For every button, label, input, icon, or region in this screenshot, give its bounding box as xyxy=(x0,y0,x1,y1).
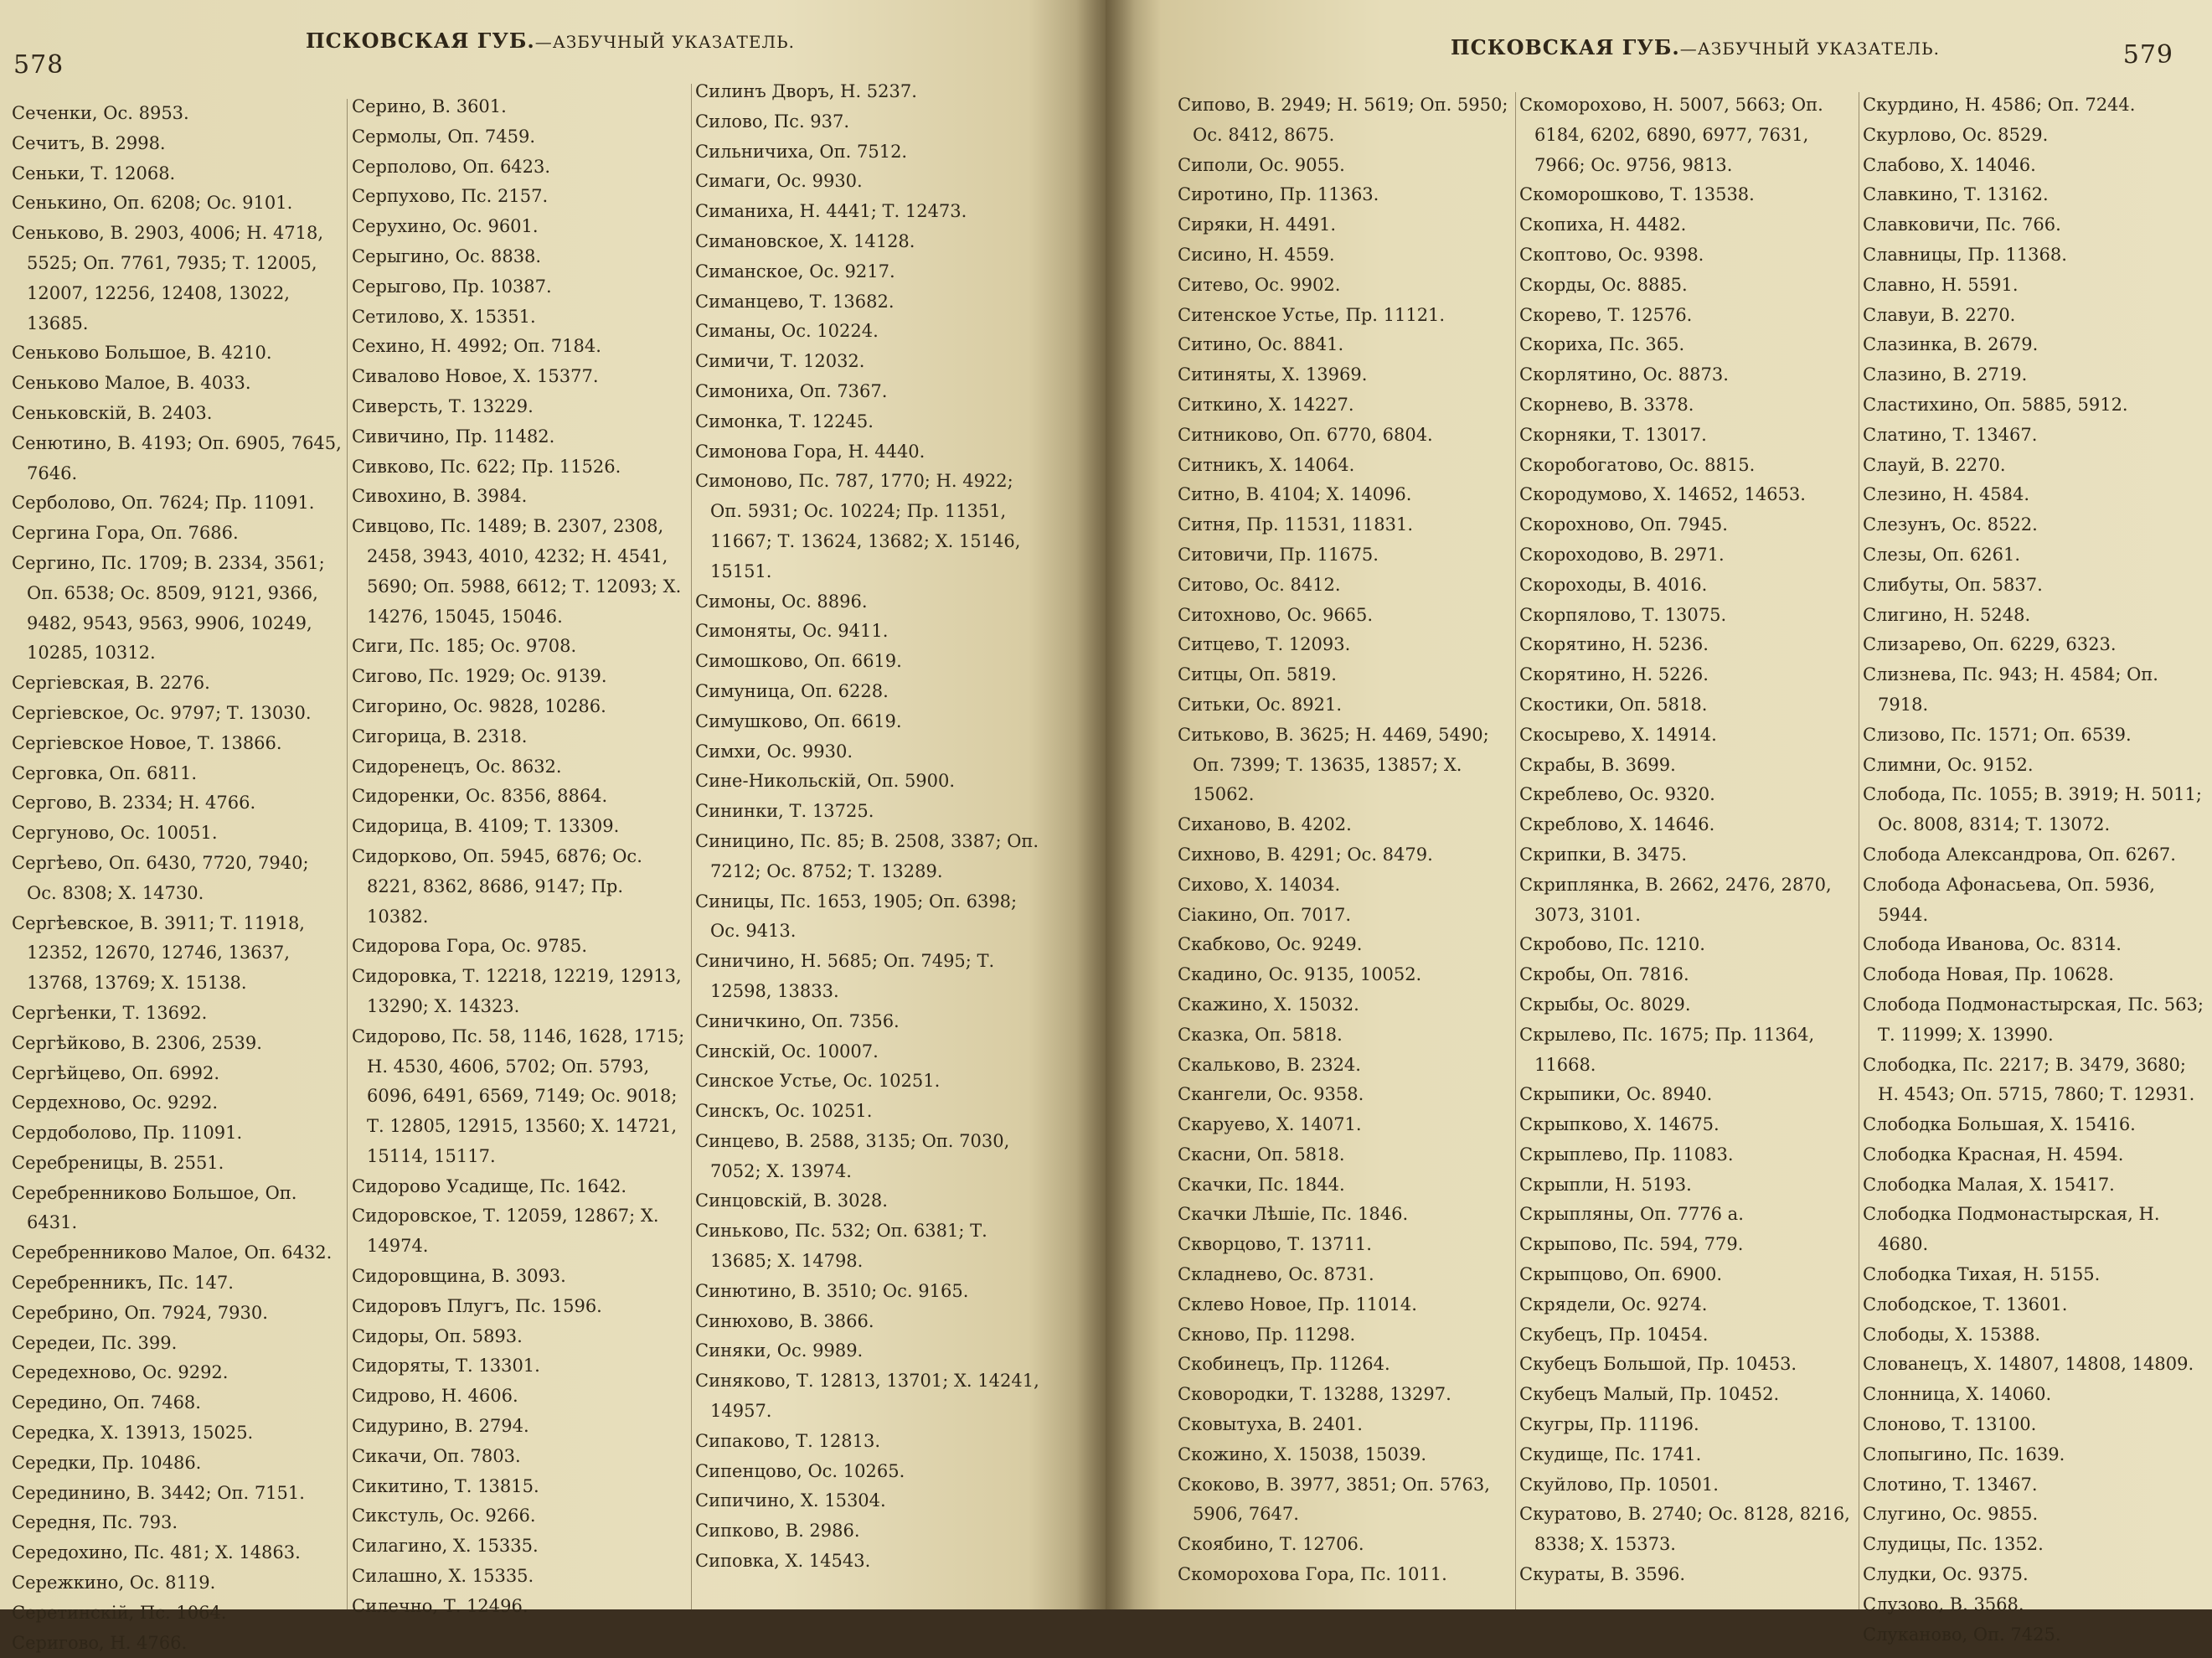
index-entry: Симаны, Ос. 10224. xyxy=(695,321,879,342)
index-entry: Симонова Гора, Н. 4440. xyxy=(695,441,926,462)
index-entry: Слободка Красная, Н. 4594. xyxy=(1863,1144,2124,1165)
index-entry: Скрыпли, Н. 5193. xyxy=(1519,1174,1692,1195)
index-entry: Ситенское Устье, Пр. 11121. xyxy=(1178,304,1446,325)
index-entry: Ситня, Пр. 11531, 11831. xyxy=(1178,514,1414,535)
index-entry: Сергино, Пс. 1709; В. 2334, 3561; Оп. 6538; Ос. 8509, 9121, 9366, 9482, 9543, 9563, 9906, 10249, 10285, 10312. xyxy=(12,552,325,664)
index-entry: Сидурино, В. 2794. xyxy=(352,1416,529,1437)
index-entry: Симанцево, Т. 13682. xyxy=(695,291,895,312)
index-entry: Слободка Подмонастырская, Н. 4680. xyxy=(1863,1204,2160,1255)
index-entry: Сеньково Большое, В. 4210. xyxy=(12,343,272,364)
index-entry: Сидоренецъ, Ос. 8632. xyxy=(352,756,562,777)
index-entry: Силинъ Дворъ, Н. 5237. xyxy=(695,81,917,101)
header-title-sub: —АЗБУЧНЫЙ УКАЗАТЕЛЬ. xyxy=(534,32,795,52)
index-entry: Слимни, Ос. 9152. xyxy=(1863,754,2034,775)
index-entry: Серетинскій, Пс. 1064. xyxy=(12,1602,227,1623)
index-entry: Слузово, В. 3568. xyxy=(1863,1593,2024,1614)
index-entry: Симуница, Оп. 6228. xyxy=(695,680,889,701)
index-entry: Симонка, Т. 12245. xyxy=(695,411,874,431)
index-entry: Слазино, В. 2719. xyxy=(1863,364,2028,385)
running-head xyxy=(1106,32,2212,69)
index-entry: Ситиняты, Х. 13969. xyxy=(1178,364,1368,385)
index-entry: Славно, Н. 5591. xyxy=(1863,274,2019,295)
index-entry: Сипичино, Х. 15304. xyxy=(695,1490,886,1511)
index-entry: Силечно, Т. 12496. xyxy=(352,1595,529,1616)
page-number: 578 xyxy=(13,50,64,80)
index-entry: Скожино, Х. 15038, 15039. xyxy=(1178,1444,1427,1464)
index-entry: Слонница, Х. 14060. xyxy=(1863,1384,2052,1405)
index-entry: Сиханово, В. 4202. xyxy=(1178,814,1352,835)
index-entry: Сеньки, Т. 12068. xyxy=(12,163,176,183)
index-entry: Скасни, Оп. 5818. xyxy=(1178,1144,1345,1165)
index-entry: Симоны, Ос. 8896. xyxy=(695,591,868,612)
index-entry: Скоробогатово, Ос. 8815. xyxy=(1519,454,1756,475)
index-entry: Сидоровщина, В. 3093. xyxy=(352,1266,566,1287)
index-entry: Синцево, В. 2588, 3135; Оп. 7030, 7052; Х. 13974. xyxy=(695,1130,1010,1181)
index-entry: Слобода Александрова, Оп. 6267. xyxy=(1863,844,2176,865)
index-entry: Сермолы, Оп. 7459. xyxy=(352,126,536,147)
index-entry: Слованецъ, Х. 14807, 14808, 14809. xyxy=(1863,1354,2194,1375)
index-entry: Сидоряты, Т. 13301. xyxy=(352,1356,540,1377)
index-entry: Скробы, Оп. 7816. xyxy=(1519,964,1689,985)
index-entry: Ситниково, Оп. 6770, 6804. xyxy=(1178,424,1433,445)
index-entry: Серыгино, Ос. 8838. xyxy=(352,245,542,266)
index-entry: Сиряки, Н. 4491. xyxy=(1178,214,1337,235)
index-entry: Слизово, Пс. 1571; Оп. 6539. xyxy=(1863,724,2132,745)
index-entry: Середохино, Пс. 481; Х. 14863. xyxy=(12,1542,301,1563)
index-entry: Славковичи, Пс. 766. xyxy=(1863,214,2061,235)
index-entry: Скорды, Ос. 8885. xyxy=(1519,274,1688,295)
index-entry: Сергѣйково, В. 2306, 2539. xyxy=(12,1032,262,1053)
index-entry: Серполово, Оп. 6423. xyxy=(352,156,551,177)
index-entry: Слотино, Т. 13467. xyxy=(1863,1474,2038,1495)
index-entry: Скубецъ Малый, Пр. 10452. xyxy=(1519,1384,1780,1405)
index-entry: Склево Новое, Пр. 11014. xyxy=(1178,1294,1417,1315)
index-entry: Серболово, Оп. 7624; Пр. 11091. xyxy=(12,493,315,514)
index-entry: Скостики, Оп. 5818. xyxy=(1519,694,1708,715)
index-entry: Скорпялово, Т. 13075. xyxy=(1519,604,1727,625)
index-entry: Славуи, В. 2270. xyxy=(1863,304,2016,325)
index-entry: Слабово, Х. 14046. xyxy=(1863,154,2036,175)
index-entry: Сихово, Х. 14034. xyxy=(1178,874,1341,895)
index-entry: Середино, Оп. 7468. xyxy=(12,1392,201,1413)
index-entry: Сильничиха, Оп. 7512. xyxy=(695,141,908,162)
index-entry: Серединино, В. 3442; Оп. 7151. xyxy=(12,1482,305,1503)
index-entry: Скуратово, В. 2740; Ос. 8128, 8216, 8338; Х. 15373. xyxy=(1519,1504,1850,1555)
index-entry: Середехново, Ос. 9292. xyxy=(12,1362,229,1383)
index-entry: Сиваловo Новое, Х. 15377. xyxy=(352,366,599,387)
index-entry: Сечитъ, В. 2998. xyxy=(12,132,166,153)
index-entry: Сиверсть, Т. 13229. xyxy=(352,395,534,416)
index-entry: Симушково, Оп. 6619. xyxy=(695,710,902,731)
index-entry: Сининки, Т. 13725. xyxy=(695,801,874,822)
index-entry: Сеньково Малое, В. 4033. xyxy=(12,373,251,394)
index-entry: Скосырево, Х. 14914. xyxy=(1519,724,1717,745)
index-entry: Сидорково, Оп. 5945, 6876; Ос. 8221, 8362, 8686, 9147; Пр. 10382. xyxy=(352,845,642,927)
index-entry: Синютино, В. 3510; Ос. 9165. xyxy=(695,1280,969,1301)
index-entry: Середки, Пр. 10486. xyxy=(12,1452,202,1473)
index-entry: Ситовичи, Пр. 11675. xyxy=(1178,544,1379,565)
index-entry: Середка, Х. 13913, 15025. xyxy=(12,1423,254,1444)
index-entry: Скрабы, В. 3699. xyxy=(1519,754,1676,775)
index-entry: Ситино, Ос. 8841. xyxy=(1178,334,1344,355)
index-entry: Слопыгино, Пс. 1639. xyxy=(1863,1444,2065,1464)
index-entry: Сенютино, В. 4193; Оп. 6905, 7645, 7646. xyxy=(12,432,342,483)
index-entry: Скальково, В. 2324. xyxy=(1178,1054,1361,1075)
index-entry: Ситово, Ос. 8412. xyxy=(1178,574,1341,595)
index-entry: Сипаково, Т. 12813. xyxy=(695,1430,881,1451)
index-entry: Скоптово, Ос. 9398. xyxy=(1519,244,1704,265)
index-entry: Сеньково, В. 2903, 4006; Н. 4718, 5525; Оп. 7761, 7935; Т. 12005, 12007, 12256, 12408, 13022, 13685. xyxy=(12,223,324,333)
index-entry: Сихново, В. 4291; Ос. 8479. xyxy=(1178,844,1433,865)
index-entry: Сипково, В. 2986. xyxy=(695,1521,860,1542)
header-title-main: ПСКОВСКАЯ ГУБ. xyxy=(306,28,535,53)
index-entry: Сидоры, Оп. 5893. xyxy=(352,1325,523,1346)
index-entry: Сивичино, Пр. 11482. xyxy=(352,426,555,447)
index-entry: Сказка, Оп. 5818. xyxy=(1178,1024,1343,1045)
index-entry: Сикстуль, Ос. 9266. xyxy=(352,1506,536,1526)
index-entry: Скадино, Ос. 9135, 10052. xyxy=(1178,964,1422,985)
index-entry: Скубецъ, Пр. 10454. xyxy=(1519,1324,1709,1345)
index-entry: Скрыпики, Ос. 8940. xyxy=(1519,1084,1713,1105)
index-entry: Слудицы, Пс. 1352. xyxy=(1863,1534,2044,1555)
index-entry: Сигорица, В. 2318. xyxy=(352,726,528,746)
index-entry: Сластихино, Оп. 5885, 5912. xyxy=(1863,394,2128,415)
index-column xyxy=(1178,90,1511,1609)
index-entry: Скорятино, Н. 5226. xyxy=(1519,664,1709,685)
index-entry: Сидоровка, Т. 12218, 12219, 12913, 13290; Х. 14323. xyxy=(352,966,682,1016)
header-title-sub: —АЗБУЧНЫЙ УКАЗАТЕЛЬ. xyxy=(1679,39,1940,59)
index-entry: Сетилово, Х. 15351. xyxy=(352,306,536,327)
index-entry: Синьково, Пс. 532; Оп. 6381; Т. 13685; Х. 14798. xyxy=(695,1221,987,1272)
index-entry: Скубецъ Большой, Пр. 10453. xyxy=(1519,1354,1797,1375)
index-entry: Славкино, Т. 13162. xyxy=(1863,184,2049,205)
index-entry: Сисино, Н. 4559. xyxy=(1178,244,1335,265)
index-entry: Скурлово, Ос. 8529. xyxy=(1863,124,2049,145)
index-entry: Скриплянка, В. 2662, 2476, 2870, 3073, 3101. xyxy=(1519,874,1832,925)
index-entry: Складнево, Ос. 8731. xyxy=(1178,1264,1374,1285)
column-rule xyxy=(347,99,348,1609)
index-entry: Сердехново, Ос. 9292. xyxy=(12,1092,219,1113)
index-entry: Сидоровъ Плугъ, Пс. 1596. xyxy=(352,1295,602,1316)
index-entry: Скугры, Пр. 11196. xyxy=(1519,1414,1699,1435)
index-entry: Ситникъ, Х. 14064. xyxy=(1178,454,1355,475)
index-entry: Синскій, Ос. 10007. xyxy=(695,1041,879,1061)
index-entry: Симоново, Пс. 787, 1770; Н. 4922; Оп. 5931; Ос. 10224; Пр. 11351, 11667; Т. 13624, 13682; Х. 15146, 15151. xyxy=(695,471,1021,581)
index-entry: Силагино, Х. 15335. xyxy=(352,1536,539,1557)
index-entry: Скангели, Ос. 9358. xyxy=(1178,1084,1364,1105)
column-rule xyxy=(1515,92,1516,1609)
index-entry: Силашно, Х. 15335. xyxy=(352,1566,534,1587)
index-entry: Серговка, Оп. 6811. xyxy=(12,762,198,783)
index-entry: Сергіевское, Ос. 9797; Т. 13030. xyxy=(12,702,312,723)
right-page xyxy=(1106,0,2212,1645)
index-entry: Скново, Пр. 11298. xyxy=(1178,1324,1356,1345)
index-entry: Симанское, Ос. 9217. xyxy=(695,261,895,281)
index-entry: Скорятино, Н. 5236. xyxy=(1519,634,1709,655)
index-entry: Слизарево, Оп. 6229, 6323. xyxy=(1863,634,2117,655)
index-entry: Скрядели, Ос. 9274. xyxy=(1519,1294,1708,1315)
index-entry: Слободка Тихая, Н. 5155. xyxy=(1863,1264,2101,1285)
index-entry: Слезунъ, Ос. 8522. xyxy=(1863,514,2038,535)
index-entry: Скреблево, Ос. 9320. xyxy=(1519,784,1715,805)
index-entry: Скрыплево, Пр. 11083. xyxy=(1519,1144,1734,1165)
index-entry: Скабково, Ос. 9249. xyxy=(1178,934,1363,955)
index-entry: Слобода Иванова, Ос. 8314. xyxy=(1863,934,2122,955)
index-entry: Сидрово, Н. 4606. xyxy=(352,1386,518,1407)
index-entry: Сергина Гора, Оп. 7686. xyxy=(12,523,239,544)
index-entry: Середеи, Пс. 399. xyxy=(12,1332,178,1353)
index-entry: Сковородки, Т. 13288, 13297. xyxy=(1178,1384,1451,1405)
index-entry: Слибуты, Оп. 5837. xyxy=(1863,574,2043,595)
index-entry: Скрипки, В. 3475. xyxy=(1519,844,1688,865)
index-entry: Сигорино, Ос. 9828, 10286. xyxy=(352,695,606,716)
index-entry: Слободы, Х. 15388. xyxy=(1863,1324,2041,1345)
index-entry: Сиги, Пс. 185; Ос. 9708. xyxy=(352,636,577,657)
index-entry: Сіакино, Оп. 7017. xyxy=(1178,904,1352,925)
index-entry: Ситцы, Оп. 5819. xyxy=(1178,664,1337,685)
index-entry: Сережкино, Ос. 8119. xyxy=(12,1573,216,1593)
index-entry: Синцовскій, В. 3028. xyxy=(695,1191,888,1211)
index-entry: Слезино, Н. 4584. xyxy=(1863,484,2030,505)
index-entry: Слобода Подмонастырская, Пс. 563; Т. 11999; Х. 13990. xyxy=(1863,994,2204,1045)
index-entry: Сергуново, Ос. 10051. xyxy=(12,823,218,844)
index-entry: Скорняки, Т. 13017. xyxy=(1519,424,1707,445)
index-entry: Скрыбы, Ос. 8029. xyxy=(1519,994,1691,1015)
index-entry: Сергѣенки, Т. 13692. xyxy=(12,1002,208,1023)
index-entry: Скажино, Х. 15032. xyxy=(1178,994,1359,1015)
index-entry: Синичкино, Оп. 7356. xyxy=(695,1010,900,1031)
index-entry: Сидоровское, Т. 12059, 12867; Х. 14974. xyxy=(352,1206,659,1257)
index-entry: Сидорово, Пс. 58, 1146, 1628, 1715; Н. 4530, 4606, 5702; Оп. 5793, 6096, 6491, 6569, 7149; Ос. 9018; Т. 12805, 12915, 13560; Х. 14721, 15114, 15117. xyxy=(352,1025,685,1166)
index-entry: Слоново, Т. 13100. xyxy=(1863,1414,2037,1435)
index-entry: Ситкино, Х. 14227. xyxy=(1178,394,1354,415)
index-entry: Сидорово Усадище, Пс. 1642. xyxy=(352,1175,627,1196)
index-entry: Сивцово, Пс. 1489; В. 2307, 2308, 2458, 3943, 4010, 4232; Н. 4541, 5690; Оп. 5988, 6612; Т. 12093; Х. 14276, 15045, 15046. xyxy=(352,516,682,627)
index-entry: Скориха, Пс. 365. xyxy=(1519,334,1685,355)
index-entry: Серебренниково Малое, Оп. 6432. xyxy=(12,1242,333,1263)
index-entry: Скрыпово, Пс. 594, 779. xyxy=(1519,1234,1744,1255)
index-entry: Сипово, В. 2949; Н. 5619; Оп. 5950; Ос. 8412, 8675. xyxy=(1178,95,1508,145)
index-column xyxy=(1863,90,2206,1645)
index-entry: Сергѣево, Оп. 6430, 7720, 7940; Ос. 8308; Х. 14730. xyxy=(12,852,309,903)
index-entry: Скорнево, В. 3378. xyxy=(1519,394,1694,415)
index-entry: Слободское, Т. 13601. xyxy=(1863,1294,2068,1315)
index-entry: Синское Устье, Ос. 10251. xyxy=(695,1071,941,1092)
index-entry: Скорлятино, Ос. 8873. xyxy=(1519,364,1729,385)
index-entry: Скураты, В. 3596. xyxy=(1519,1564,1686,1585)
index-column xyxy=(12,99,343,1653)
header-title xyxy=(1451,35,1940,59)
index-entry: Слобода Новая, Пр. 10628. xyxy=(1863,964,2114,985)
index-entry: Серебреницы, В. 2551. xyxy=(12,1152,224,1173)
index-entry: Сидоренки, Ос. 8356, 8864. xyxy=(352,786,608,807)
index-entry: Скорохново, Оп. 7945. xyxy=(1519,514,1728,535)
index-entry: Серебренниково Большое, Оп. 6431. xyxy=(12,1182,297,1233)
page-number: 579 xyxy=(2122,40,2173,70)
index-entry: Скудище, Пс. 1741. xyxy=(1519,1444,1702,1464)
index-entry: Синицы, Пс. 1653, 1905; Оп. 6398; Ос. 9413. xyxy=(695,891,1018,942)
index-column xyxy=(352,92,687,1616)
index-entry: Сергіевское Новое, Т. 13866. xyxy=(12,732,282,753)
index-entry: Сехино, Н. 4992; Оп. 7184. xyxy=(352,336,601,357)
index-entry: Скороходово, В. 2971. xyxy=(1519,544,1725,565)
index-entry: Скопиха, Н. 4482. xyxy=(1519,214,1687,235)
index-entry: Скрыпково, Х. 14675. xyxy=(1519,1114,1720,1135)
index-entry: Слобода Афонасьева, Оп. 5936, 5944. xyxy=(1863,874,2155,925)
index-entry: Слигино, Н. 5248. xyxy=(1863,604,2031,625)
index-entry: Серыгово, Пр. 10387. xyxy=(352,276,552,297)
index-entry: Скородумово, Х. 14652, 14653. xyxy=(1519,484,1806,505)
index-entry: Слободка Малая, Х. 15417. xyxy=(1863,1174,2115,1195)
index-entry: Симониха, Оп. 7367. xyxy=(695,380,888,401)
index-entry: Скорево, Т. 12576. xyxy=(1519,304,1693,325)
index-entry: Скурдино, Н. 4586; Оп. 7244. xyxy=(1863,95,2136,115)
index-entry: Симановское, Х. 14128. xyxy=(695,230,915,251)
index-entry: Сенькино, Оп. 6208; Ос. 9101. xyxy=(12,193,293,214)
index-entry: Сердоболово, Пр. 11091. xyxy=(12,1123,243,1144)
index-entry: Слатино, Т. 13467. xyxy=(1863,424,2038,445)
index-entry: Сергѣевское, В. 3911; Т. 11918, 12352, 12670, 12746, 13637, 13768, 13769; Х. 15138. xyxy=(12,912,305,994)
index-entry: Серебрино, Оп. 7924, 7930. xyxy=(12,1302,268,1323)
index-column xyxy=(695,77,1047,1609)
index-entry: Сидорова Гора, Ос. 9785. xyxy=(352,936,588,957)
index-entry: Скаруево, Х. 14071. xyxy=(1178,1114,1362,1135)
index-entry: Скоково, В. 3977, 3851; Оп. 5763, 5906, 7647. xyxy=(1178,1474,1490,1525)
index-entry: Ситцево, Т. 12093. xyxy=(1178,634,1351,655)
index-entry: Слудки, Ос. 9375. xyxy=(1863,1564,2029,1585)
index-entry: Скворцово, Т. 13711. xyxy=(1178,1234,1372,1255)
index-entry: Сиповка, Х. 14543. xyxy=(695,1551,871,1572)
index-entry: Синюхово, В. 3866. xyxy=(695,1310,874,1331)
index-entry: Сидорица, В. 4109; Т. 13309. xyxy=(352,816,620,837)
index-entry: Синяки, Ос. 9989. xyxy=(695,1340,864,1361)
index-entry: Середня, Пс. 793. xyxy=(12,1512,178,1533)
index-entry: Славницы, Пр. 11368. xyxy=(1863,244,2067,265)
index-column xyxy=(1519,90,1854,1609)
index-entry: Серпухово, Пс. 2157. xyxy=(352,186,549,207)
index-entry: Скороходы, В. 4016. xyxy=(1519,574,1708,595)
index-entry: Сиполи, Ос. 9055. xyxy=(1178,154,1345,175)
index-entry: Сивково, Пс. 622; Пр. 11526. xyxy=(352,456,621,477)
index-entry: Слуканово, Оп. 7425. xyxy=(1863,1624,2061,1645)
index-entry: Сковытуха, В. 2401. xyxy=(1178,1414,1363,1435)
index-entry: Слобода, Пс. 1055; В. 3919; Н. 5011; Ос. 8008, 8314; Т. 13072. xyxy=(1863,784,2202,835)
index-entry: Сергіевская, В. 2276. xyxy=(12,673,210,694)
index-entry: Симаниха, Н. 4441; Т. 12473. xyxy=(695,201,967,222)
index-entry: Ситево, Ос. 9902. xyxy=(1178,274,1341,295)
index-entry: Синяково, Т. 12813, 13701; Х. 14241, 14957. xyxy=(695,1371,1039,1422)
column-rule xyxy=(691,84,692,1609)
index-entry: Синичино, Н. 5685; Оп. 7495; Т. 12598, 13833. xyxy=(695,951,995,1001)
index-entry: Ситьки, Ос. 8921. xyxy=(1178,694,1343,715)
index-entry: Сине-Никольскій, Оп. 5900. xyxy=(695,771,956,792)
index-entry: Серигово, Н. 4766. xyxy=(12,1632,188,1653)
index-entry: Скоморошково, Т. 13538. xyxy=(1519,184,1755,205)
index-entry: Сиротино, Пр. 11363. xyxy=(1178,184,1379,205)
left-page xyxy=(0,0,1106,1653)
index-entry: Сигово, Пс. 1929; Ос. 9139. xyxy=(352,666,607,687)
index-entry: Ситно, В. 4104; Х. 14096. xyxy=(1178,484,1412,505)
index-entry: Слизнева, Пс. 943; Н. 4584; Оп. 7918. xyxy=(1863,664,2158,715)
index-entry: Сикачи, Оп. 7803. xyxy=(352,1445,521,1466)
header-title-main: ПСКОВСКАЯ ГУБ. xyxy=(1451,35,1680,59)
index-entry: Сергово, В. 2334; Н. 4766. xyxy=(12,793,256,814)
index-entry: Серухино, Ос. 9601. xyxy=(352,216,539,237)
index-entry: Слауй, В. 2270. xyxy=(1863,454,2006,475)
header-title xyxy=(306,28,795,53)
index-entry: Сикитино, Т. 13815. xyxy=(352,1475,539,1496)
index-entry: Скробово, Пс. 1210. xyxy=(1519,934,1705,955)
index-entry: Ситьково, В. 3625; Н. 4469, 5490; Оп. 7399; Т. 13635, 13857; Х. 15062. xyxy=(1178,724,1489,805)
index-entry: Симаги, Ос. 9930. xyxy=(695,171,863,192)
index-entry: Сергѣйцево, Оп. 6992. xyxy=(12,1062,220,1083)
index-entry: Слободка Большая, Х. 15416. xyxy=(1863,1114,2136,1135)
index-entry: Слезы, Оп. 6261. xyxy=(1863,544,2021,565)
index-entry: Скрыпляны, Оп. 7776 а. xyxy=(1519,1204,1744,1225)
running-head xyxy=(0,28,1106,80)
index-entry: Сипенцово, Ос. 10265. xyxy=(695,1460,905,1481)
index-entry: Скреблово, Х. 14646. xyxy=(1519,814,1715,835)
index-entry: Силово, Пс. 937. xyxy=(695,111,850,132)
index-entry: Сеченки, Ос. 8953. xyxy=(12,103,189,123)
index-entry: Скуйлово, Пр. 10501. xyxy=(1519,1474,1719,1495)
index-entry: Скоябино, Т. 12706. xyxy=(1178,1534,1364,1555)
index-entry: Серино, В. 3601. xyxy=(352,96,507,116)
index-entry: Слободка, Пс. 2217; В. 3479, 3680; Н. 4543; Оп. 5715, 7860; Т. 12931. xyxy=(1863,1054,2195,1105)
index-entry: Синскъ, Ос. 10251. xyxy=(695,1101,873,1122)
index-entry: Симичи, Т. 12032. xyxy=(695,351,865,372)
index-entry: Слугино, Ос. 9855. xyxy=(1863,1504,2039,1525)
index-entry: Симхи, Ос. 9930. xyxy=(695,741,853,762)
index-entry: Сеньковскій, В. 2403. xyxy=(12,402,213,423)
index-entry: Скрыпцово, Оп. 6900. xyxy=(1519,1264,1722,1285)
index-entry: Симошково, Оп. 6619. xyxy=(695,651,902,672)
index-entry: Слазинка, В. 2679. xyxy=(1863,334,2039,355)
index-entry: Скобинецъ, Пр. 11264. xyxy=(1178,1354,1390,1375)
index-entry: Скачки, Пс. 1844. xyxy=(1178,1174,1345,1195)
index-entry: Скрылево, Пс. 1675; Пр. 11364, 11668. xyxy=(1519,1024,1815,1075)
index-entry: Синицино, Пс. 85; В. 2508, 3387; Оп. 7212; Ос. 8752; Т. 13289. xyxy=(695,830,1039,881)
index-entry: Сивохино, В. 3984. xyxy=(352,486,528,507)
index-entry: Симоняты, Ос. 9411. xyxy=(695,621,889,642)
index-entry: Ситохново, Ос. 9665. xyxy=(1178,604,1374,625)
index-entry: Скачки Лѣшіе, Пс. 1846. xyxy=(1178,1204,1409,1225)
index-entry: Серебренникъ, Пс. 147. xyxy=(12,1273,234,1294)
index-entry: Скоморохово, Н. 5007, 5663; Оп. 6184, 6202, 6890, 6977, 7631, 7966; Ос. 9756, 9813. xyxy=(1519,95,1823,175)
index-entry: Скоморохова Гора, Пс. 1011. xyxy=(1178,1564,1447,1585)
